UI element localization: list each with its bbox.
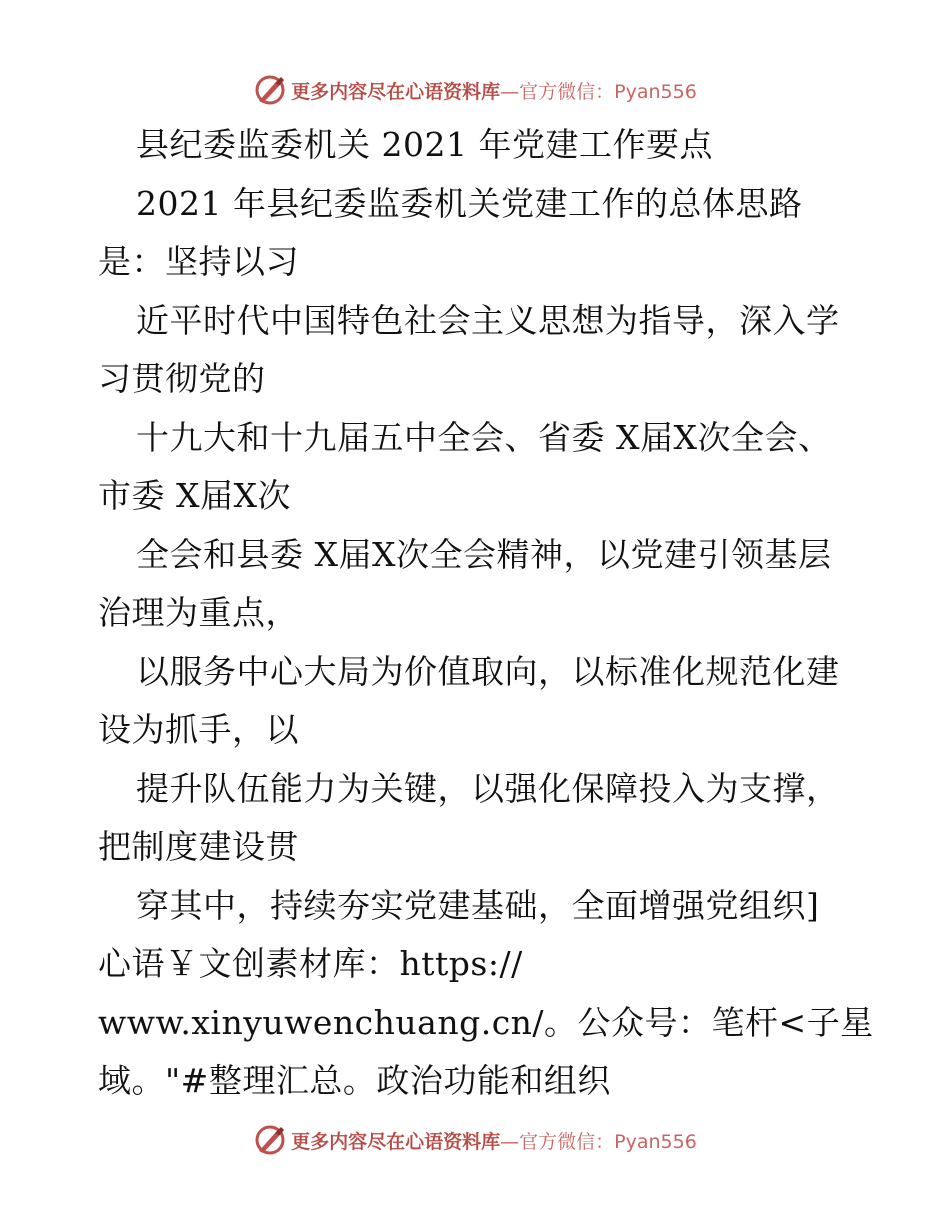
text-line: 全会和县委 X届X次全会精神，以党建引领基层 bbox=[136, 534, 832, 574]
banner-main-text: 更多内容尽在心语资料库 bbox=[291, 80, 501, 103]
banner-wechat-text: 官方微信：Pyan556 bbox=[519, 80, 697, 103]
text-line: 把制度建设贯 bbox=[98, 827, 299, 866]
text-line: 市委 X届X次 bbox=[98, 476, 291, 515]
text-line: 是：坚持以习 bbox=[98, 242, 299, 281]
text-line: 提升队伍能力为关键，以强化保障投入为支撑， bbox=[136, 768, 840, 808]
text-line: 穿其中，持续夯实党建基础，全面增强党组织] bbox=[136, 885, 820, 925]
footer-watermark-banner bbox=[0, 1120, 950, 1160]
text-line: 县纪委监委机关 2021 年党建工作要点 bbox=[136, 125, 713, 164]
text-line: 域。"#整理汇总。政治功能和组织 bbox=[98, 1061, 611, 1100]
banner-separator: — bbox=[500, 1130, 520, 1153]
header-watermark-banner bbox=[0, 70, 950, 110]
banner-main-text: 更多内容尽在心语资料库 bbox=[291, 1130, 501, 1153]
banner-separator: — bbox=[500, 80, 520, 103]
text-line: 十九大和十九届五中全会、省委 X届X次全会、 bbox=[136, 417, 832, 457]
brush-pen-logo-icon bbox=[253, 1123, 287, 1157]
text-line: 治理为重点， bbox=[98, 593, 299, 632]
banner-text bbox=[291, 77, 697, 104]
text-line: 设为抓手，以 bbox=[98, 710, 299, 749]
text-line: 近平时代中国特色社会主义思想为指导，深入学 bbox=[136, 300, 840, 340]
document-body bbox=[98, 116, 874, 1111]
banner-text bbox=[291, 1127, 697, 1154]
text-line: 习贯彻党的 bbox=[98, 359, 266, 398]
text-line: 心语￥文创素材库：https:// bbox=[98, 944, 523, 983]
brush-pen-logo-icon bbox=[253, 73, 287, 107]
text-line: 以服务中心大局为价值取向，以标准化规范化建 bbox=[136, 651, 840, 691]
text-line: 2021 年县纪委监委机关党建工作的总体思路 bbox=[136, 183, 803, 223]
text-line: www.xinyuwenchuang.cn/。公众号：笔杆<子星 bbox=[98, 1002, 874, 1042]
banner-wechat-text: 官方微信：Pyan556 bbox=[519, 1130, 697, 1153]
